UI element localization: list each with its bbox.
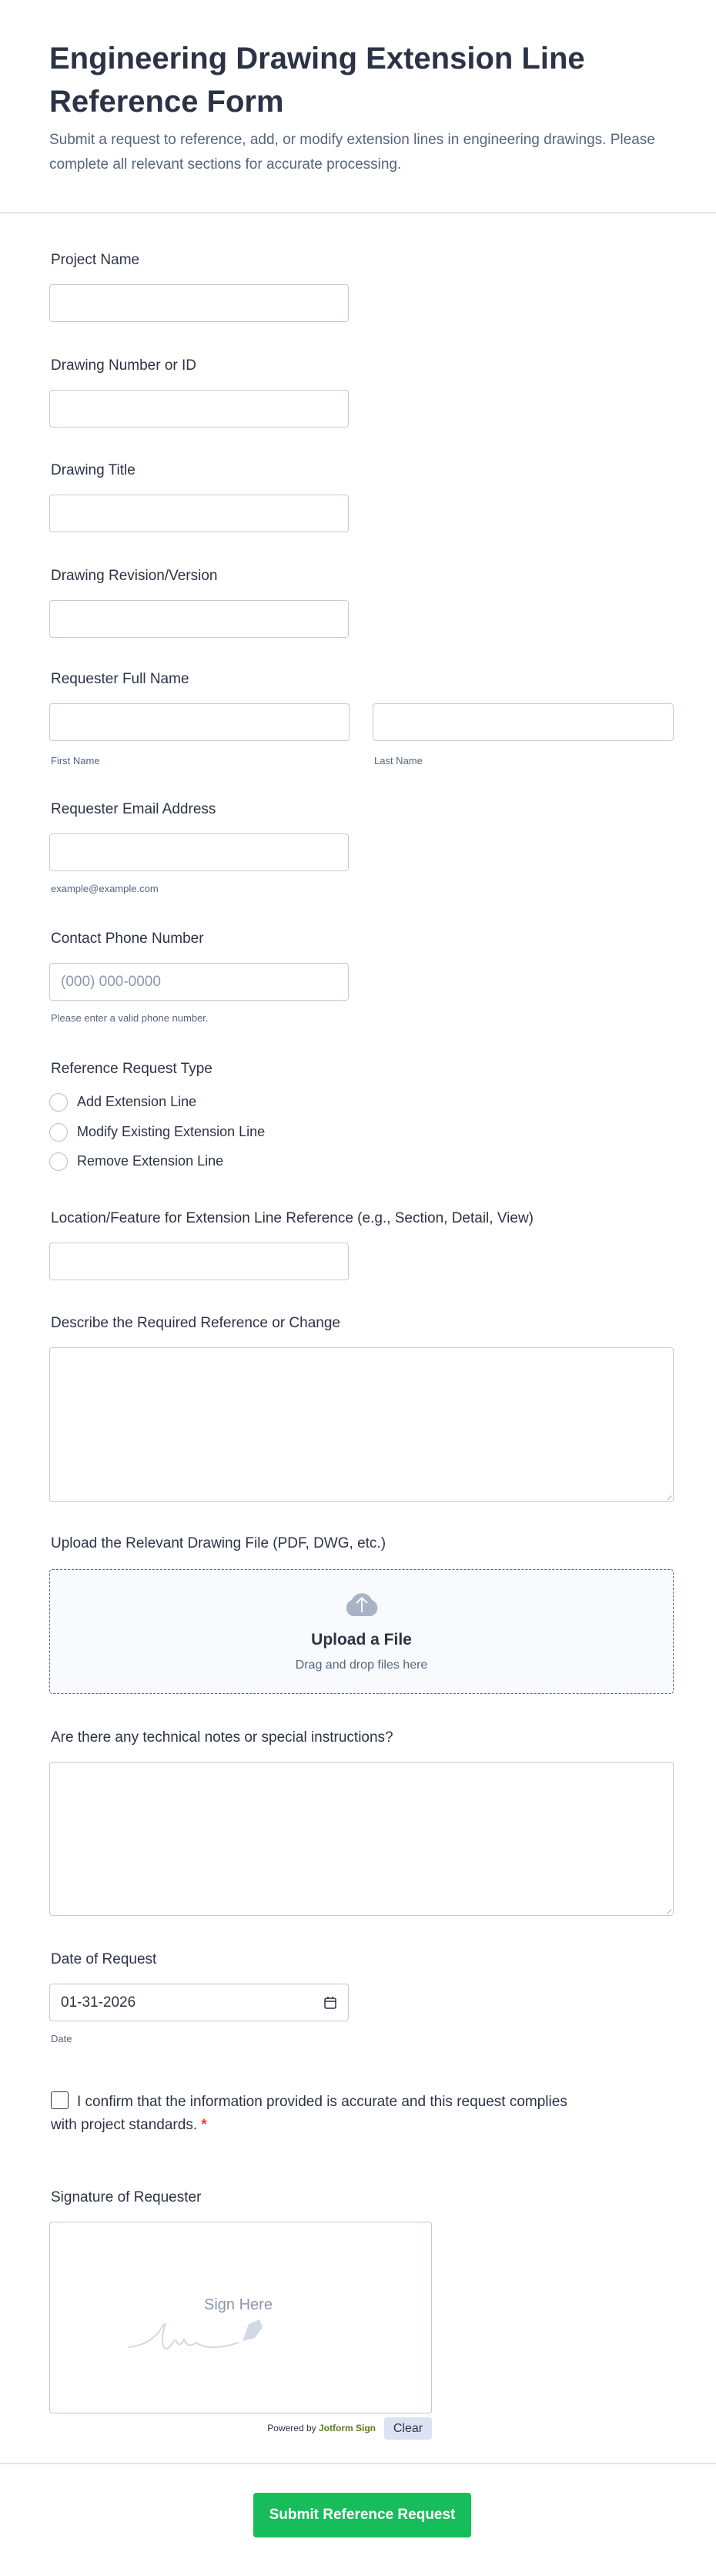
project-name-input[interactable] (49, 284, 349, 322)
drawing-revision-label: Drawing Revision/Version (51, 568, 218, 584)
requester-name-label: Requester Full Name (51, 671, 189, 687)
notes-label: Are there any technical notes or special instructions? (51, 1729, 393, 1746)
request-type-label: Reference Request Type (51, 1061, 212, 1077)
phone-label: Contact Phone Number (51, 931, 204, 947)
radio-label[interactable]: Add Extension Line (77, 1094, 197, 1109)
upload-hint: Drag and drop files here (295, 1659, 428, 1672)
project-name-label: Project Name (51, 252, 140, 268)
phone-input[interactable] (49, 963, 349, 1001)
file-upload-dropzone[interactable] (49, 1569, 674, 1694)
sign-here-placeholder: Sign Here (204, 2296, 273, 2313)
signature-pad[interactable] (49, 2222, 432, 2413)
date-label: Date of Request (51, 1951, 157, 1967)
submit-button[interactable]: Submit Reference Request (253, 2493, 471, 2537)
radio-modify-extension-line[interactable] (49, 1123, 68, 1142)
footer-divider (0, 2463, 716, 2464)
location-input[interactable] (49, 1243, 349, 1280)
phone-sublabel: Please enter a valid phone number. (51, 1012, 209, 1024)
last-name-sublabel: Last Name (374, 755, 423, 766)
required-asterisk: * (201, 2117, 207, 2133)
confirm-text: I confirm that the information provided is accurate and this request complies with project standards. (51, 2094, 567, 2133)
page-title: Engineering Drawing Extension Line Reference Form (49, 42, 585, 119)
description-label: Describe the Required Reference or Change (51, 1315, 340, 1331)
email-input[interactable] (49, 834, 349, 871)
notes-textarea[interactable] (49, 1762, 674, 1916)
first-name-input[interactable] (49, 703, 350, 741)
upload-label: Upload the Relevant Drawing File (PDF, DWG, etc.) (51, 1535, 386, 1551)
date-value: 01-31-2026 (61, 1994, 136, 2011)
radio-add-extension-line[interactable] (49, 1093, 68, 1112)
last-name-input[interactable] (373, 703, 674, 741)
location-label: Location/Feature for Extension Line Reference (e.g., Section, Detail, View) (51, 1210, 534, 1226)
date-input[interactable] (49, 1984, 349, 2021)
drawing-title-label: Drawing Title (51, 462, 136, 478)
resize-handle-icon[interactable] (663, 1905, 671, 1914)
description-textarea[interactable] (49, 1347, 674, 1502)
confirm-label[interactable] (51, 2091, 590, 2137)
date-sublabel: Date (51, 2033, 72, 2044)
resize-handle-icon[interactable] (663, 1491, 671, 1500)
cloud-upload-icon (343, 1591, 380, 1617)
radio-label[interactable]: Modify Existing Extension Line (77, 1124, 266, 1139)
phone-placeholder: (000) 000-0000 (61, 973, 161, 990)
drawing-number-input[interactable] (49, 390, 349, 428)
powered-by-text: Powered by (267, 2423, 316, 2433)
page-description: Submit a request to reference, add, or modify extension lines in engineering drawings. Please complete all relevant sections for accurate processing. (49, 132, 655, 173)
signature-scribble-icon (127, 2318, 281, 2356)
signature-label: Signature of Requester (51, 2189, 202, 2205)
radio-label[interactable]: Remove Extension Line (77, 1153, 224, 1169)
first-name-sublabel: First Name (51, 755, 100, 766)
drawing-title-input[interactable] (49, 495, 349, 532)
email-sublabel: example@example.com (51, 883, 159, 894)
clear-signature-button[interactable]: Clear (384, 2417, 432, 2440)
calendar-icon[interactable] (323, 1996, 337, 2010)
radio-remove-extension-line[interactable] (49, 1152, 68, 1171)
form-header (0, 0, 716, 213)
drawing-number-label: Drawing Number or ID (51, 357, 196, 374)
jotform-sign-link[interactable]: Jotform Sign (319, 2423, 376, 2433)
powered-by (254, 2423, 376, 2433)
upload-title: Upload a File (311, 1631, 412, 1649)
email-label: Requester Email Address (51, 801, 216, 817)
drawing-revision-input[interactable] (49, 600, 349, 638)
